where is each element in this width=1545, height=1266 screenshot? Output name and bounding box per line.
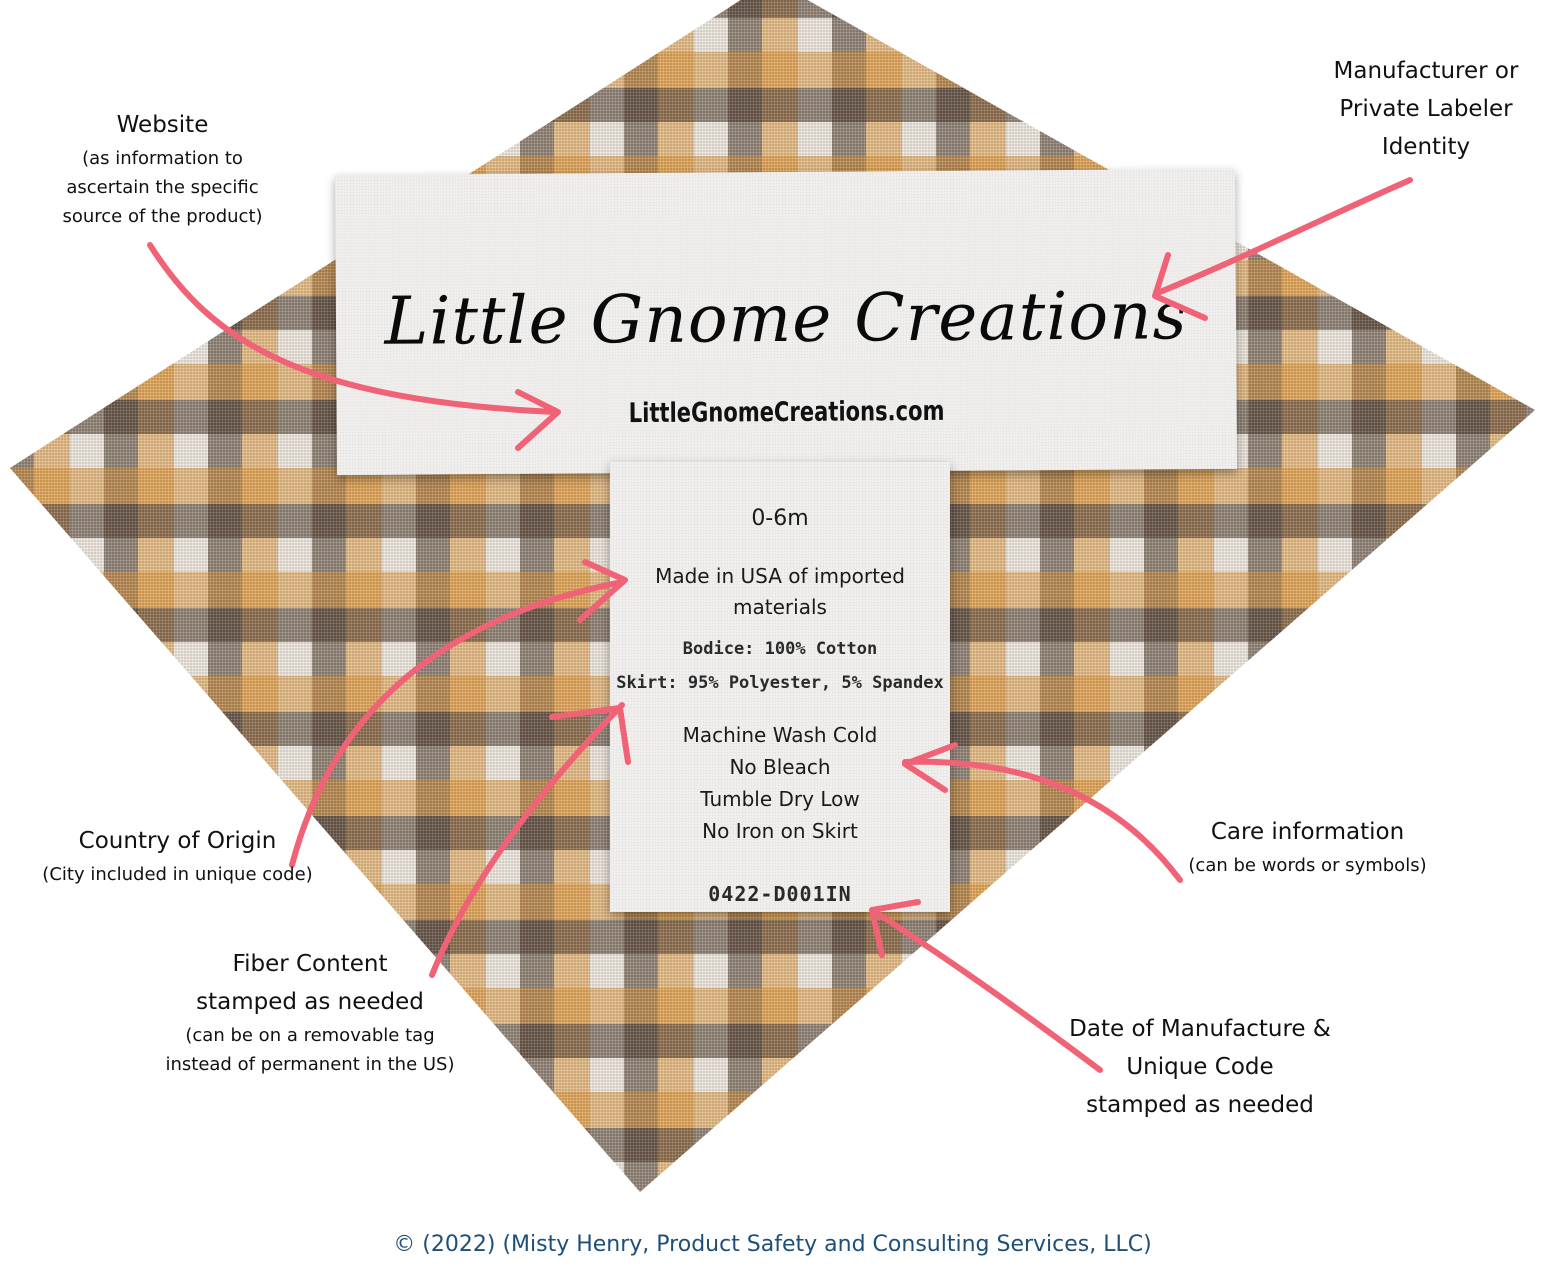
manufacturer-callout-line-1: Manufacturer or	[1333, 58, 1519, 84]
date-callout	[1055, 1010, 1345, 1124]
date-callout-line-3: stamped as needed	[1086, 1092, 1314, 1118]
care-arrow	[905, 762, 1180, 880]
origin-callout-title: Country of Origin	[78, 828, 277, 854]
website-callout-sub-3: source of the product)	[62, 206, 263, 227]
fiber-callout	[140, 945, 480, 1079]
size-text: 0-6m	[751, 506, 809, 531]
fiber-arrow	[432, 705, 622, 975]
manufacturer-callout-line-3: Identity	[1381, 134, 1471, 160]
website-callout-sub-2: ascertain the specific	[66, 177, 259, 198]
unique-code-text: 0422-D001IN	[708, 882, 852, 906]
fiber-callout-sub-1: (can be on a removable tag	[185, 1025, 435, 1046]
fiber-callout-line-2: stamped as needed	[196, 989, 424, 1015]
website-callout-title: Website	[116, 112, 209, 138]
origin-text-line-1: Made in USA of imported	[655, 564, 905, 588]
brand-name: Little Gnome Creations	[384, 277, 1188, 360]
website-callout-sub-1: (as information to	[82, 148, 243, 169]
origin-callout-sub: (City included in unique code)	[42, 864, 313, 885]
care-text-line-2: No Bleach	[729, 755, 831, 779]
care-callout	[1170, 813, 1445, 880]
manufacturer-callout	[1300, 52, 1545, 166]
care-arrow-head	[905, 745, 955, 790]
website-arrow-head	[518, 392, 558, 448]
origin-arrow	[292, 582, 622, 865]
website-callout	[40, 106, 285, 231]
care-callout-sub: (can be words or symbols)	[1188, 855, 1427, 876]
care-text-line-4: No Iron on Skirt	[702, 819, 858, 843]
fiber-callout-sub-2: instead of permanent in the US)	[165, 1054, 455, 1075]
website-arrow	[150, 245, 555, 412]
origin-callout	[20, 822, 335, 889]
origin-text-line-2: materials	[733, 595, 827, 619]
date-callout-line-2: Unique Code	[1126, 1054, 1274, 1080]
website-text: LittleGnomeCreations.com	[628, 395, 945, 430]
copyright-text: © (2022) (Misty Henry, Product Safety and Consulting Services, LLC)	[393, 1232, 1152, 1257]
care-callout-title: Care information	[1210, 819, 1405, 845]
care-text-line-3: Tumble Dry Low	[700, 787, 860, 811]
care-text-line-1: Machine Wash Cold	[682, 723, 878, 747]
fiber-callout-line-1: Fiber Content	[232, 951, 388, 977]
date-callout-line-1: Date of Manufacture &	[1069, 1016, 1331, 1042]
manufacturer-arrow	[1160, 180, 1410, 292]
manufacturer-callout-line-2: Private Labeler	[1339, 96, 1513, 122]
fiber-text-line-1: Bodice: 100% Cotton	[682, 639, 878, 659]
fiber-text-line-2: Skirt: 95% Polyester, 5% Spandex	[616, 673, 944, 693]
